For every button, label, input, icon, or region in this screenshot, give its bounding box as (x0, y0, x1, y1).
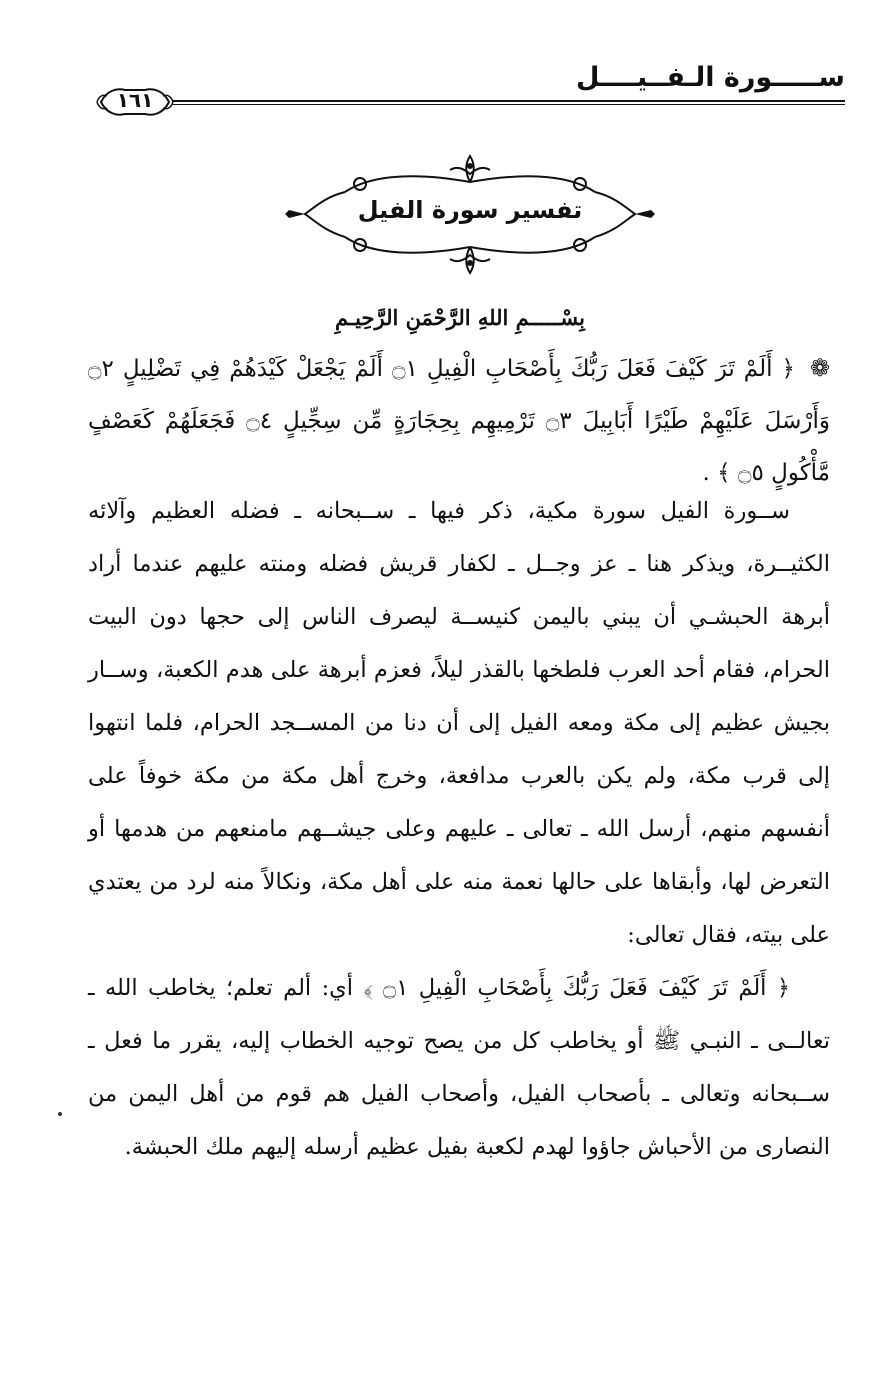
quran-verses (88, 342, 830, 499)
page-number: ١٦١ (116, 88, 154, 112)
tafsir-paragraph: ﴿ أَلَمْ تَرَ كَيْفَ فَعَلَ رَبُّكَ بِأَصْحَابِ الْفِيلِ ۝١ ﴾ أي: ألم تعلم؛ يخاطب الله ـ تعالــى ـ النبـي ﷺ أو يخاطب كل من يصح توجيه الخطاب إليه، يقرر ما فعل ـ ســبحانه وتعالى ـ بأصحاب الفيل، وأصحاب الفيل هم قوم من أهل اليمن من النصارى من الأحباش جاؤوا لهدم لكعبة بفيل عظيم أرسله إليهم ملك الحبشة. (88, 975, 830, 1160)
running-header (95, 62, 845, 122)
header-rule-thin (173, 104, 845, 105)
running-header-title: ســـــورة الـفــيــــل (575, 62, 845, 93)
surah-tafsir-title: تفسير سورة الفيل (357, 196, 583, 224)
verse-star-icon: ❁ (809, 354, 831, 382)
tafsir-paragraph: ســورة الفيل سورة مكية، ذكر فيها ـ ســبحانه ـ فضله العظيم وآلائه الكثيــرة، ويذكر هنا ـ عز وجــل ـ لكفار قريش فضله ومنته عليهم عندما أراد أبرهة الحبشـي أن يبني باليمن كنيســة ليصرف الناس إلى حجها دون البيت الحرام، فقام أحد العرب فلطخها بالقذر ليلاً، فعزم أبرهة على هدم الكعبة، وســار بجيش عظيم إلى مكة ومعه الفيل إلى أن دنا من المســجد الحرام، فلما انتهوا إلى قرب مكة، ولم يكن بالعرب مدافعة، وخرج أهل مكة من مكة خوفاً على أنفسهم منهم، أرسل الله ـ تعالى ـ عليهم وعلى جيشــهم مامنعهم من هدمها أو التعرض لها، وأبقاها على حالها نعمة منه على أهل مكة، ونكالاً منه لرد من يعتدي على بيته، فقال تعالى: (88, 498, 830, 948)
verses-text: ﴿ أَلَمْ تَرَ كَيْفَ فَعَلَ رَبُّكَ بِأَصْحَابِ الْفِيلِ ۝١ أَلَمْ يَجْعَلْ كَيْدَهُمْ فِي تَضْلِيلٍ ۝٢ وَأَرْسَلَ عَلَيْهِمْ طَيْرًا أَبَابِيلَ ۝٣ تَرْمِيهِم بِحِجَارَةٍ مِّن سِجِّيلٍ ۝٤ فَجَعَلَهُمْ كَعَصْفٍ مَّأْكُولٍ ۝٥ ﴾ . (88, 356, 830, 486)
margin-dot (58, 1112, 62, 1116)
header-rule (173, 100, 845, 102)
tafsir-body (88, 485, 830, 1174)
basmala: بِسْـــــمِ اللهِ الرَّحْمَنِ الرَّحِيـمِ (335, 305, 585, 330)
